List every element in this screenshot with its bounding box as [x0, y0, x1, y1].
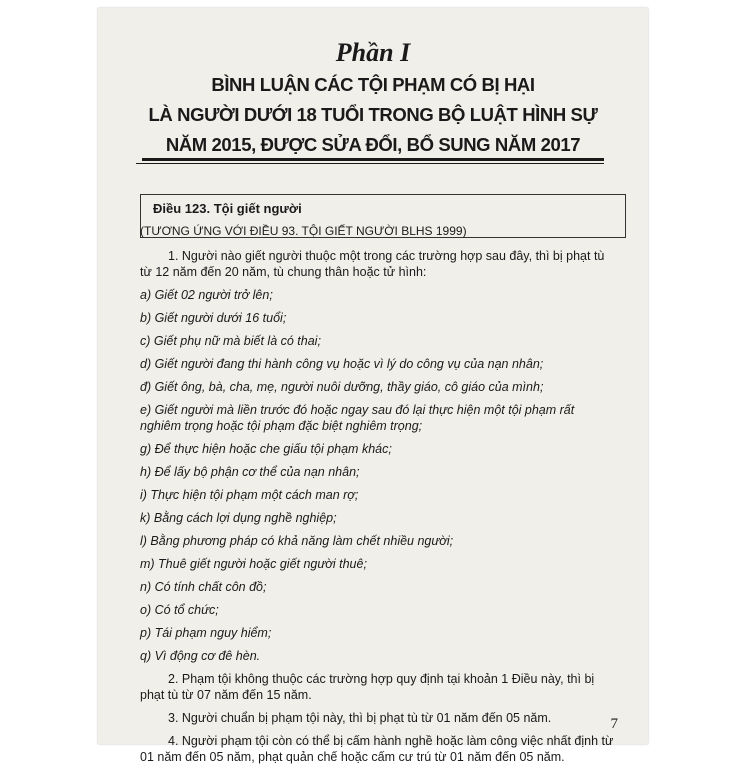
clause-1-item-m: m) Thuê giết người hoặc giết người thuê;: [140, 557, 367, 571]
title-underline-thick: [142, 158, 604, 161]
clause-1-item-q: q) Vì động cơ đê hèn.: [140, 649, 261, 663]
clause-2: 2. Phạm tội không thuộc các trường hợp quy định tại khoản 1 Điều này, thì bị phạt tù từ 07 năm đến 15 năm.: [140, 672, 595, 702]
clause-1-item-l: l) Bằng phương pháp có khả năng làm chết nhiều người;: [140, 534, 454, 548]
section-title: [120, 70, 626, 160]
part-title: Phần I: [335, 38, 411, 67]
clause-1-item-g: g) Để thực hiện hoặc che giấu tội phạm khác;: [140, 442, 392, 456]
clause-1-item-p: p) Tái phạm nguy hiểm;: [140, 626, 272, 640]
clause-1-item-dd: đ) Giết ông, bà, cha, mẹ, người nuôi dưỡng, thầy giáo, cô giáo của mình;: [140, 380, 544, 394]
title-underline-thin: [136, 163, 604, 164]
clause-1-item-b: b) Giết người dưới 16 tuổi;: [140, 311, 287, 325]
book-page: [98, 8, 648, 764]
clause-1-item-c: c) Giết phụ nữ mà biết là có thai;: [140, 334, 321, 348]
clause-4: 4. Người phạm tội còn có thể bị cấm hành nghề hoặc làm công việc nhất định từ 01 năm đến 05 năm, phạt quản chế hoặc cấm cư trú từ 01 năm đến 05 năm.: [140, 734, 614, 764]
clause-1-item-a: a) Giết 02 người trở lên;: [140, 288, 273, 302]
clause-1-intro: 1. Người nào giết người thuộc một trong các trường hợp sau đây, thì bị phạt tù từ 12 năm đến 20 năm, tù chung thân hoặc tử hình:: [140, 249, 605, 279]
clause-1-item-d: d) Giết người đang thi hành công vụ hoặc vì lý do công vụ của nạn nhân;: [140, 357, 544, 371]
section-title-line-3: NĂM 2015, ĐƯỢC SỬA ĐỔI, BỔ SUNG NĂM 2017: [165, 134, 581, 155]
clause-1-item-k: k) Bằng cách lợi dụng nghề nghiệp;: [140, 511, 337, 525]
article-reference: (TƯƠNG ỨNG VỚI ĐIỀU 93. TỘI GIẾT NGƯỜI BLHS 1999): [140, 224, 467, 238]
clause-1-item-h: h) Để lấy bộ phận cơ thể của nạn nhân;: [140, 465, 360, 479]
clause-1-item-n: n) Có tính chất côn đồ;: [140, 580, 267, 594]
clause-1-item-i: i) Thực hiện tội phạm một cách man rợ;: [140, 488, 359, 502]
page-number: 7: [610, 716, 618, 732]
clause-1-item-e: e) Giết người mà liền trước đó hoặc ngay sau đó lại thực hiện một tội phạm rất nghiêm trọng hoặc tội phạm đặc biệt nghiêm trọng;: [140, 403, 575, 433]
article-body: [140, 248, 616, 772]
clause-3: 3. Người chuẩn bị phạm tội này, thì bị phạt tù từ 01 năm đến 05 năm.: [168, 711, 552, 725]
section-title-line-2: LÀ NGƯỜI DƯỚI 18 TUỔI TRONG BỘ LUẬT HÌNH SỰ: [148, 104, 598, 125]
article-title: Điều 123. Tội giết người: [153, 201, 302, 216]
section-title-line-1: BÌNH LUẬN CÁC TỘI PHẠM CÓ BỊ HẠI: [211, 74, 535, 95]
clause-1-item-o: o) Có tổ chức;: [140, 603, 219, 617]
